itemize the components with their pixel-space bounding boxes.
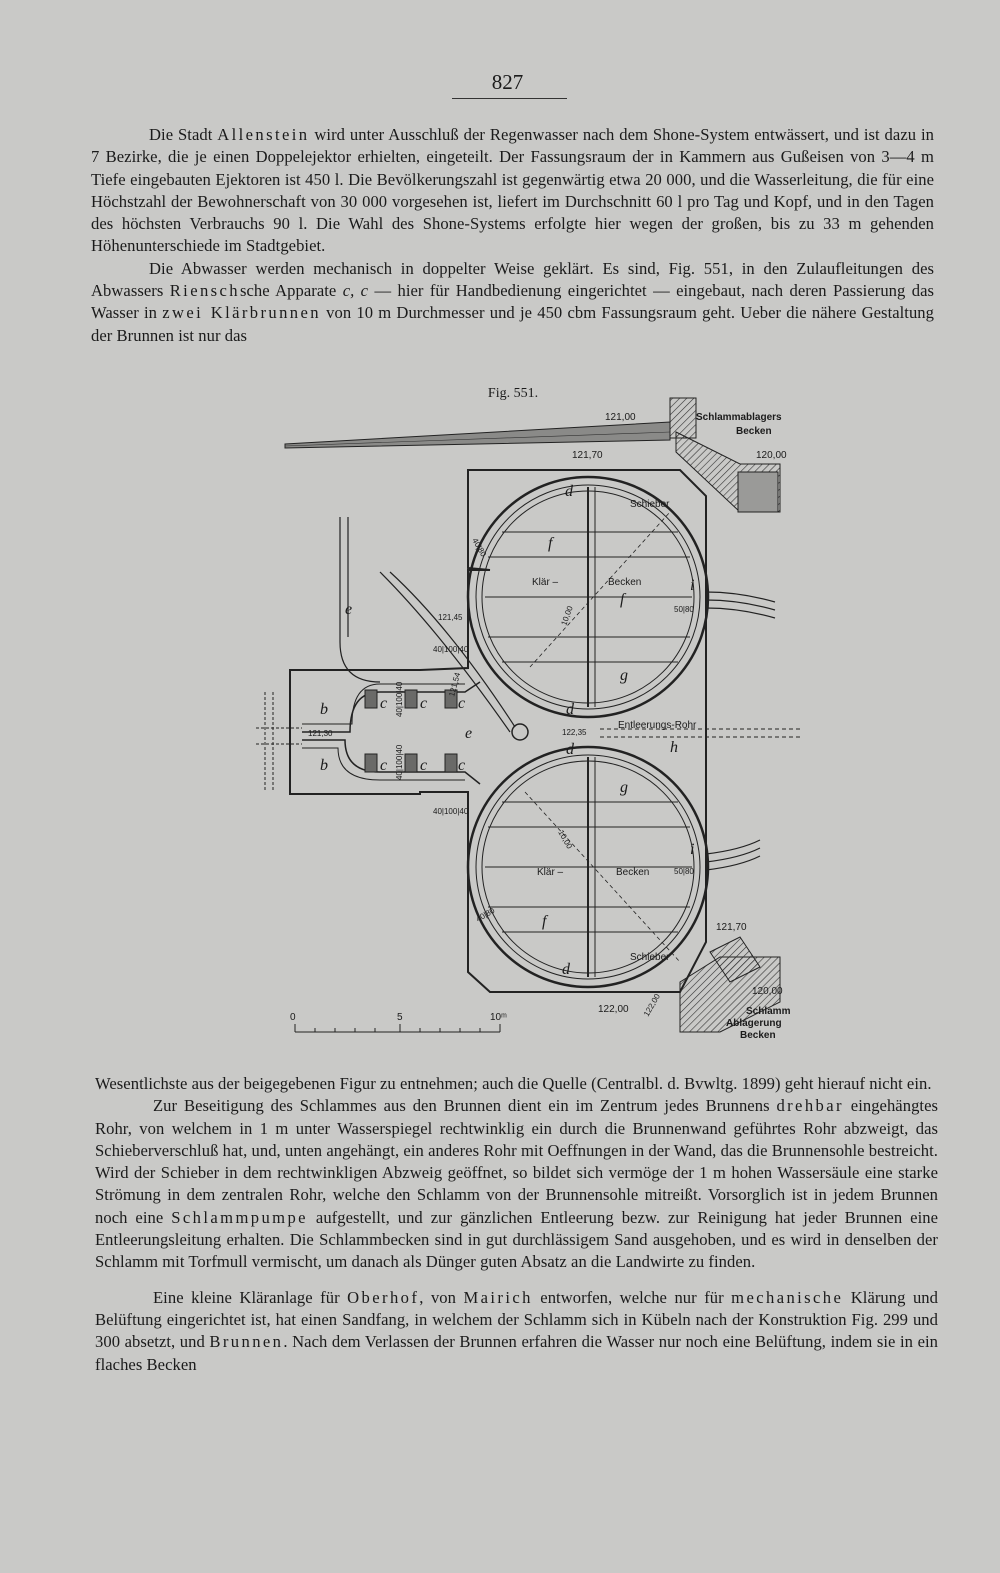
- drain-pipe-label: Entleerungs-Rohr: [618, 720, 697, 731]
- plant-outline: [290, 470, 706, 992]
- level-122-00-a: 122,00: [598, 1004, 629, 1015]
- scale-bar: [295, 1024, 500, 1032]
- dimension-50-80-bottom: 50|80: [674, 867, 694, 876]
- text-run-spaced: zwei Klärbrunnen: [162, 303, 321, 323]
- letter-c-5: c: [420, 757, 428, 774]
- dimension-40-100-top: 40|100|40: [433, 645, 469, 654]
- text-run: Eine kleine Kläranlage für: [153, 1287, 348, 1307]
- paragraph-continuation: Wesentlichste aus der beigegebenen Figur zu entnehmen; auch die Quelle (Centralbl. d. Bvwltg. 1899) geht hierauf nicht ein.: [95, 1074, 932, 1093]
- text-block-bottom: [95, 1073, 938, 1376]
- page-number-rule: [452, 98, 567, 99]
- letter-g-1: g: [620, 667, 628, 684]
- text-run-spaced: mechanische: [731, 1287, 844, 1307]
- text-run: . Nach dem Verlassen der Brunnen erfahren die Wasser nur noch eine Belüftung, indem sie in ein flaches Becken: [95, 1332, 938, 1374]
- dimension-121-30: 121,30: [308, 729, 333, 738]
- level-120-00-bottom: 120,00: [752, 986, 783, 997]
- letter-d-1: d: [565, 483, 573, 500]
- text-run: von 10 m Durchmesser und je 450 cbm Fassungsraum geht. Ueber die nähere Gestaltung der Brunnen ist nur das: [91, 303, 935, 345]
- letter-h: h: [670, 739, 678, 756]
- dimension-121-45: 121,45: [438, 613, 463, 622]
- paragraph-allenstein: [91, 124, 934, 258]
- paragraph-gap: [95, 1274, 938, 1287]
- sludge-basin-top-label: Schlammablagers: [696, 412, 782, 423]
- text-run: Klärung und Belüftung eingerichtet ist, hat einen Sandfang, in welchem der Schlamm sich in Kübeln nach der Konstruktion Fig. 299 und 300 absetzt, und: [95, 1287, 938, 1352]
- text-run-spaced: drehbar: [776, 1096, 844, 1116]
- letter-c-4: c: [380, 757, 388, 774]
- text-run-spaced: Mairich: [463, 1287, 533, 1307]
- dimension-40-80-b: 40|80: [474, 906, 497, 924]
- text-run: Die Abwasser werden mechanisch in doppelter Weise geklärt. Es sind, Fig. 551, in den Zulaufleitungen des Abwassers: [91, 258, 934, 301]
- clarifier-bottom-label-1: Klär –: [537, 867, 564, 878]
- dimension-40-100-40-a: 40|100|40: [395, 681, 404, 717]
- text-run: Zur Beseitigung des Schlammes aus den Brunnen dient ein im Zentrum jedes Brunnens: [153, 1096, 777, 1116]
- dimension-40-100-40-b: 40|100|40: [395, 744, 404, 780]
- scale-label-0: 0: [290, 1012, 296, 1023]
- apparatus-c-blocks: [365, 690, 457, 772]
- letter-b-1: b: [320, 701, 328, 718]
- dimension-10-00-bottom: 10,00: [556, 828, 575, 851]
- text-run: sche Apparate: [239, 281, 343, 301]
- slide-valve-bottom-label: Schieber: [630, 952, 670, 963]
- level-122-35: 122,35: [562, 728, 587, 737]
- letter-d-4: d: [562, 961, 570, 978]
- letter-d-3: d: [566, 741, 574, 758]
- letter-f-1: f: [548, 535, 553, 552]
- inlet-distribution: [256, 517, 528, 792]
- sludge-basin-bottom-label-2: Ablagerung: [726, 1018, 782, 1029]
- letter-c-3: c: [458, 695, 466, 712]
- letter-f-2: f: [620, 591, 625, 608]
- paragraph-oberhof: [95, 1287, 938, 1376]
- clarifier-top-label-2: Becken: [608, 577, 642, 588]
- letter-f-3: f: [542, 913, 547, 930]
- letter-c-1: c: [380, 695, 388, 712]
- letter-e-1: e: [345, 601, 353, 618]
- outlet-channels: [600, 592, 800, 870]
- sludge-basin-top-label-2: Becken: [736, 426, 772, 437]
- text-run: — hier für Handbedienung eingerichtet — eingebaut, nach deren Passierung das Wasser in: [91, 281, 935, 323]
- dimension-121-54: 121,54: [447, 671, 463, 698]
- sludge-basin-bottom-label-3: Becken: [740, 1030, 776, 1041]
- level-120-00-top: 120,00: [756, 450, 787, 461]
- text-run-italic: c, c: [342, 281, 369, 301]
- figure-caption: Fig. 551.: [487, 386, 539, 401]
- dimension-40-80-a: 40|80: [470, 536, 488, 559]
- text-run: , von: [419, 1287, 464, 1307]
- scale-label-5: 5: [397, 1012, 403, 1023]
- paragraph-schlamm: [95, 1095, 938, 1273]
- letter-g-2: g: [620, 779, 628, 796]
- letter-e-2: e: [465, 725, 473, 742]
- text-run: Die Stadt: [149, 125, 218, 144]
- text-block-top: [91, 124, 934, 347]
- clarifier-upper: [468, 477, 708, 717]
- letter-i-2: i: [690, 841, 695, 858]
- level-121-70-bottom: 121,70: [716, 922, 747, 933]
- level-121-70-top: 121,70: [572, 450, 603, 461]
- letter-i-1: i: [690, 577, 695, 594]
- sludge-basin-bottom-label-1: Schlamm: [746, 1006, 791, 1017]
- text-run-spaced: Oberhof: [347, 1287, 420, 1307]
- clarifier-bottom-label-2: Becken: [616, 867, 650, 878]
- figure-551-plan: [240, 392, 800, 1052]
- page-number: 827: [491, 70, 524, 94]
- clarifier-lower: [468, 747, 708, 987]
- dimension-50-80-top: 50|80: [674, 605, 694, 614]
- letter-c-6: c: [458, 757, 466, 774]
- dimension-10-00-top: 10,00: [559, 604, 575, 627]
- paragraph-klaerung: [91, 258, 934, 347]
- text-run-spaced: Riensch: [169, 281, 240, 301]
- letter-b-2: b: [320, 757, 328, 774]
- text-run-spaced: Schlammpumpe: [171, 1207, 308, 1227]
- text-run: aufgestellt, und zur gänzlichen Entleerung bezw. zur Reinigung hat jeder Brunnen eine Entleerungsleitung erhalten. Die Schlammbecken sind in gut durchlässigem Sand ausgehoben, und es wird in denselben der Schlamm mit Torfmull vermischt, um danach als Dünger guten Absatz an die Landwirte zu finden.: [95, 1207, 938, 1272]
- level-122-00-b: 122,00: [641, 992, 662, 1018]
- text-run-spaced: Allenstein: [217, 125, 310, 144]
- text-run: entworfen, welche nur für: [532, 1287, 732, 1307]
- scale-label-10: 10ᵐ: [490, 1012, 507, 1023]
- level-121-00: 121,00: [605, 412, 636, 423]
- text-run: eingehängtes Rohr, von welchem in 1 m unter Wasserspiegel rechtwinklig ein durch die Brunnenwand geführtes Rohr abzweigt, das Schieberverschluß hat, und, unten angehängt, ein anderes Rohr mit Oeffnungen in der Wand, das die Brunnensohle bestreicht. Wird der Schieber in dem rechtwinkligen Abzweig geöffnet, so bildet sich vermöge der 1 m hohen Wassersäule eine starke Strömung in dem zentralen Rohr, welche den Schlamm von der Brunnensohle mitreißt. Vorsorglich ist in jedem Brunnen noch eine: [95, 1096, 938, 1227]
- clarifier-top-label-1: Klär –: [532, 577, 559, 588]
- text-run: wird unter Ausschluß der Regenwasser nach dem Shone-System entwässert, und ist dazu in 7 Bezirke, die je einen Doppelejektor erhielten, eingeteilt. Der Fassungsraum der in Kammern aus Gußeisen von 3—4 m Tiefe eingebauten Ejektoren ist 450 l. Die Bevölkerungszahl ist gegenwärtig etwa 20 000, und die Wasserleitung, die für eine Höchstzahl der Bewohnerschaft von 30 000 vorgesehen ist, liefert im Durchschnitt 60 l pro Tag und Kopf, und in den Tagen des höchsten Verbrauchs 90 l. Die Wahl des Shone-Systems erfolgte hier wegen der großen, bis zu 33 m gehenden Höhenunterschiede im Stadtgebiet.: [91, 125, 934, 256]
- letter-d-2: d: [566, 701, 574, 718]
- slide-valve-top-label: Schieber: [630, 499, 670, 510]
- inlet-channel-top: [285, 422, 670, 448]
- letter-c-2: c: [420, 695, 428, 712]
- dimension-40-100-bottom: 40|100|40: [433, 807, 469, 816]
- text-run-spaced: Brunnen: [209, 1332, 284, 1352]
